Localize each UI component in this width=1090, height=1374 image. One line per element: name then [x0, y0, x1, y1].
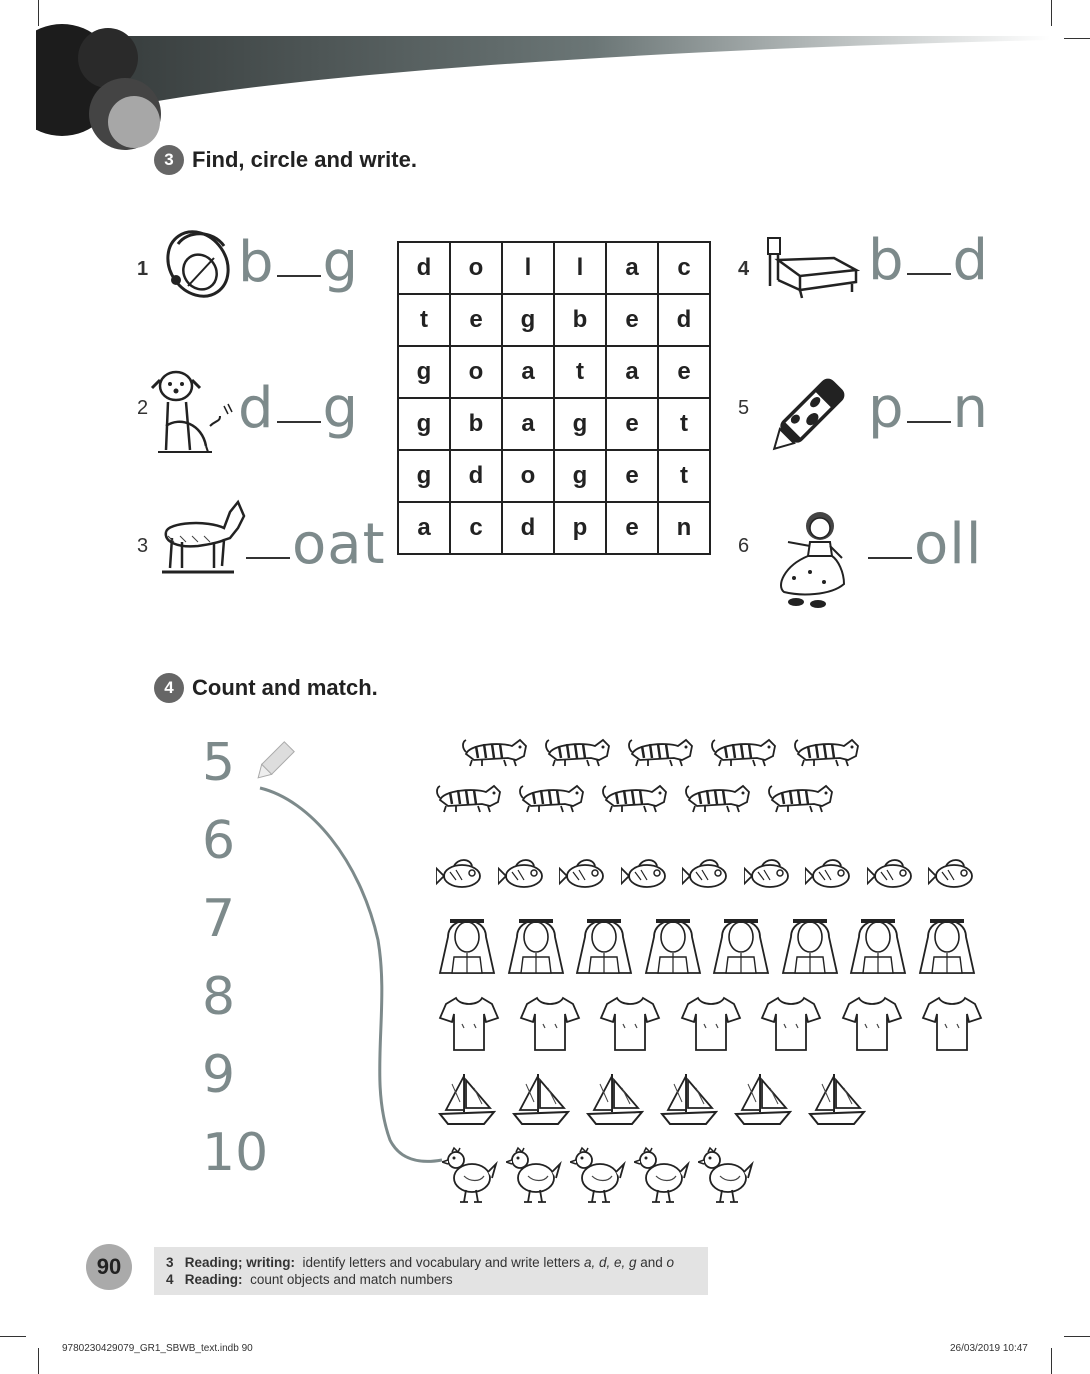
doll-icon — [770, 506, 852, 610]
grid-row — [398, 398, 710, 450]
tiger-icon — [766, 780, 834, 814]
print-slug-file: 9780230429079_GR1_SBWB_text.indb 90 — [62, 1343, 253, 1354]
word-search-grid — [397, 241, 711, 555]
grid-letter[interactable]: g — [554, 450, 606, 502]
answer-blank[interactable] — [277, 275, 321, 277]
exercise-3-title: Find, circle and write. — [192, 147, 417, 172]
grid-row — [398, 346, 710, 398]
hen-icon — [506, 1146, 562, 1206]
grid-letter[interactable]: c — [450, 502, 502, 554]
word-item-6 — [866, 512, 982, 577]
grid-letter[interactable]: e — [450, 294, 502, 346]
man-headdress-icon — [503, 907, 569, 979]
note-letters: o — [666, 1255, 675, 1270]
word-suffix: n — [952, 376, 990, 441]
exercise-4-title: Count and match. — [192, 675, 378, 700]
grid-letter[interactable]: p — [554, 502, 606, 554]
grid-letter[interactable]: d — [450, 450, 502, 502]
fish-icon — [805, 856, 855, 892]
fish-icon — [498, 856, 548, 892]
note-number: 3 — [166, 1255, 174, 1270]
word-suffix: oat — [292, 512, 386, 577]
hen-icon — [442, 1146, 498, 1206]
grid-letter[interactable]: e — [606, 502, 658, 554]
crop-mark — [0, 1336, 26, 1337]
boat-icon — [586, 1072, 644, 1128]
count-number[interactable]: 10 — [202, 1123, 269, 1183]
item-number: 6 — [738, 535, 750, 557]
man-headdress-icon — [434, 907, 500, 979]
answer-blank[interactable] — [868, 557, 912, 559]
grid-letter[interactable]: a — [606, 242, 658, 294]
item-number: 1 — [137, 258, 149, 280]
tshirt-icon — [438, 994, 500, 1054]
grid-letter[interactable]: o — [450, 346, 502, 398]
tiger-icon — [600, 780, 668, 814]
grid-letter[interactable]: o — [502, 450, 554, 502]
grid-letter[interactable]: b — [554, 294, 606, 346]
grid-letter[interactable]: g — [398, 398, 450, 450]
grid-letter[interactable]: a — [502, 346, 554, 398]
note-number: 4 — [166, 1272, 174, 1287]
grid-row — [398, 502, 710, 554]
word-item-4 — [868, 228, 989, 293]
tshirt-icon — [599, 994, 661, 1054]
grid-letter[interactable]: t — [658, 398, 710, 450]
grid-letter[interactable]: n — [658, 502, 710, 554]
word-suffix: oll — [914, 512, 983, 577]
grid-letter[interactable]: g — [554, 398, 606, 450]
item-number: 5 — [738, 397, 750, 419]
grid-letter[interactable]: e — [606, 294, 658, 346]
grid-letter[interactable]: g — [398, 346, 450, 398]
word-suffix: g — [322, 230, 360, 295]
fish-icon — [744, 856, 794, 892]
tiger-icon — [517, 780, 585, 814]
word-suffix: d — [952, 228, 990, 293]
tiger-icon — [460, 734, 528, 768]
note-text: and — [636, 1255, 667, 1270]
count-number[interactable]: 9 — [202, 1045, 236, 1105]
note-letters: a, d, e, g — [583, 1255, 637, 1270]
fish-icon — [559, 856, 609, 892]
grid-letter[interactable]: e — [658, 346, 710, 398]
man-headdress-icon — [845, 907, 911, 979]
boat-icon — [734, 1072, 792, 1128]
man-headdress-icon — [640, 907, 706, 979]
grid-row — [398, 242, 710, 294]
count-number[interactable]: 5 — [202, 733, 236, 793]
word-prefix: b — [868, 228, 905, 293]
crop-mark — [38, 1348, 39, 1374]
grid-letter[interactable]: l — [554, 242, 606, 294]
hen-icon — [634, 1146, 690, 1206]
note-text: count objects and match numbers — [250, 1272, 453, 1287]
word-item-2 — [238, 376, 359, 441]
fish-icon — [867, 856, 917, 892]
grid-letter[interactable]: t — [554, 346, 606, 398]
note-label: Reading; writing: — [184, 1255, 296, 1270]
man-headdress-icon — [777, 907, 843, 979]
grid-letter[interactable]: t — [398, 294, 450, 346]
tiger-icon — [543, 734, 611, 768]
fish-icon — [928, 856, 978, 892]
grid-letter[interactable]: d — [658, 294, 710, 346]
answer-blank[interactable] — [277, 421, 321, 423]
exercise-3-badge: 3 — [154, 145, 184, 175]
tiger-icon — [434, 780, 502, 814]
fish-icon — [682, 856, 732, 892]
item-number: 2 — [137, 397, 149, 419]
word-prefix: b — [238, 230, 275, 295]
note-line-2 — [166, 1272, 453, 1287]
grid-letter[interactable]: c — [658, 242, 710, 294]
tshirt-icon — [519, 994, 581, 1054]
grid-letter[interactable]: t — [658, 450, 710, 502]
grid-letter[interactable]: g — [398, 450, 450, 502]
count-number[interactable]: 6 — [202, 811, 236, 871]
word-prefix: d — [238, 376, 275, 441]
item-number: 3 — [137, 535, 149, 557]
word-item-3 — [244, 512, 386, 577]
tiger-icon — [626, 734, 694, 768]
man-headdress-icon — [708, 907, 774, 979]
print-slug-date: 26/03/2019 10:47 — [950, 1343, 1028, 1354]
header-banner — [0, 0, 1090, 160]
grid-letter[interactable]: g — [502, 294, 554, 346]
count-number[interactable]: 7 — [202, 889, 236, 949]
tiger-icon — [709, 734, 777, 768]
grid-letter[interactable]: b — [450, 398, 502, 450]
answer-blank[interactable] — [907, 273, 951, 275]
exercise-4-badge: 4 — [154, 673, 184, 703]
note-label: Reading: — [184, 1272, 243, 1287]
pen-icon — [766, 374, 846, 460]
answer-blank[interactable] — [246, 557, 290, 559]
tiger-icon — [792, 734, 860, 768]
tshirt-icon — [841, 994, 903, 1054]
boat-icon — [438, 1072, 496, 1128]
word-suffix: g — [322, 376, 360, 441]
grid-letter[interactable]: e — [606, 398, 658, 450]
dog-icon — [150, 366, 234, 458]
answer-blank[interactable] — [907, 421, 951, 423]
grid-letter[interactable]: a — [398, 502, 450, 554]
fish-icon — [436, 856, 486, 892]
grid-letter[interactable]: l — [502, 242, 554, 294]
curriculum-notes — [154, 1247, 708, 1295]
hen-icon — [698, 1146, 754, 1206]
man-headdress-icon — [571, 907, 637, 979]
backpack-icon — [158, 222, 236, 302]
word-item-5 — [868, 376, 989, 441]
boat-icon — [660, 1072, 718, 1128]
grid-row — [398, 294, 710, 346]
grid-letter[interactable]: a — [606, 346, 658, 398]
note-text: identify letters and vocabulary and write letters — [302, 1255, 584, 1270]
man-headdress-icon — [914, 907, 980, 979]
hen-icon — [570, 1146, 626, 1206]
tshirt-icon — [680, 994, 742, 1054]
goat-icon — [158, 498, 248, 578]
page-number: 90 — [86, 1244, 132, 1290]
boat-icon — [808, 1072, 866, 1128]
bed-icon — [764, 234, 860, 302]
tiger-icon — [683, 780, 751, 814]
grid-letter[interactable]: o — [450, 242, 502, 294]
item-number: 4 — [738, 258, 750, 280]
note-line-1 — [166, 1255, 674, 1270]
word-prefix: p — [868, 376, 905, 441]
count-number[interactable]: 8 — [202, 967, 236, 1027]
grid-letter[interactable]: d — [502, 502, 554, 554]
tshirt-icon — [921, 994, 983, 1054]
grid-row — [398, 450, 710, 502]
grid-letter[interactable]: d — [398, 242, 450, 294]
tshirt-icon — [760, 994, 822, 1054]
grid-letter[interactable]: e — [606, 450, 658, 502]
word-item-1 — [238, 230, 359, 295]
boat-icon — [512, 1072, 570, 1128]
fish-icon — [621, 856, 671, 892]
crop-mark — [1064, 1336, 1090, 1337]
crop-mark — [1051, 1348, 1052, 1374]
grid-letter[interactable]: a — [502, 398, 554, 450]
